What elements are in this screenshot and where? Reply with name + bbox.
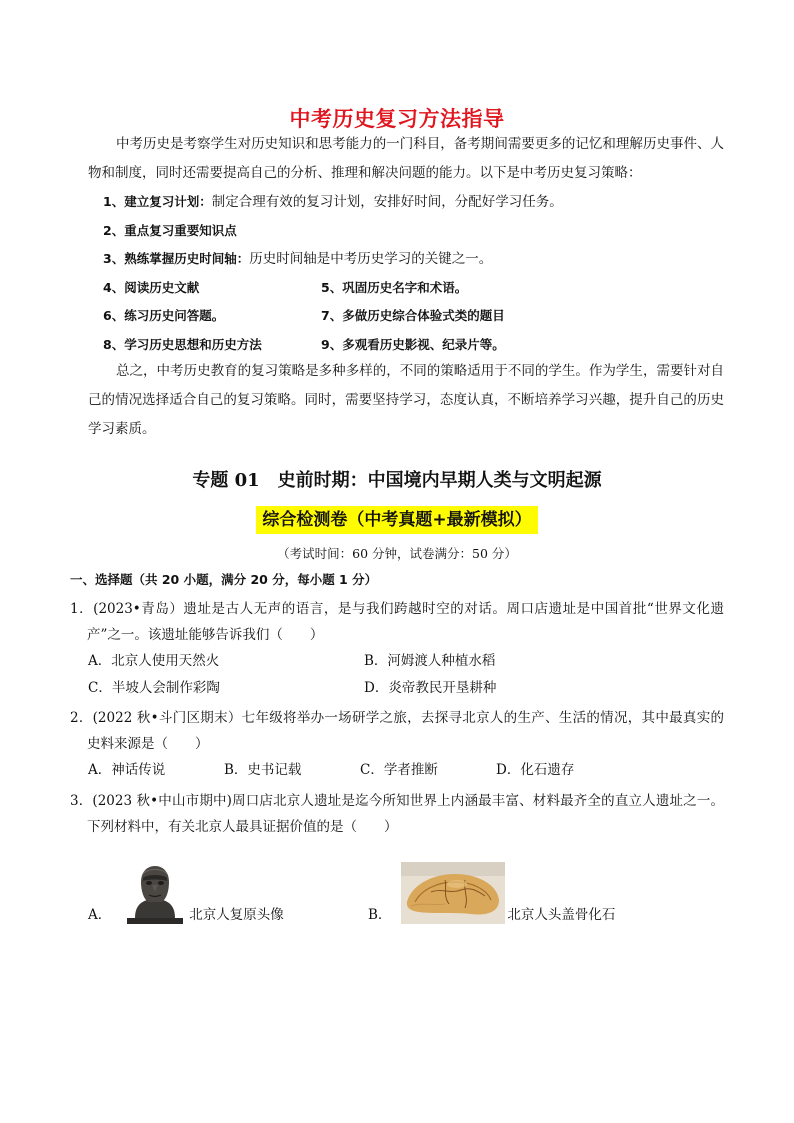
intro-paragraph: 中考历史是考察学生对历史知识和思考能力的一门科目，备考期间需要更多的记忆和理解历史事件、人物和制度，同时还需要提高自己的分析、推理和解决问题的能力。以下是中考历史复习策略： bbox=[88, 136, 724, 181]
strategy-row-6 bbox=[103, 331, 723, 360]
strategy-item-5: 5、巩固历史名字和术语。 bbox=[321, 279, 468, 295]
exam-info: （考试时间：60 分钟，试卷满分：50 分） bbox=[277, 546, 517, 561]
subtitle-wrap bbox=[0, 506, 794, 534]
strategy-item-3-title: 3、熟练掌握历史时间轴： bbox=[103, 251, 250, 266]
question-1-option-c[interactable]: C．半坡人会制作彩陶 bbox=[88, 680, 220, 696]
strategy-row-2 bbox=[103, 217, 723, 246]
question-1-stem: 1．(2023•青岛）遗址是古人无声的语言，是与我们跨越时空的对话。周口店遗址是中国首批“世界文化遗产”之一。该遗址能够告诉我们（ ） bbox=[70, 601, 724, 643]
question-1-options bbox=[70, 648, 724, 702]
question-2-option-c[interactable]: C．学者推断 bbox=[360, 762, 438, 778]
page-title: 中考历史复习方法指导 bbox=[289, 107, 505, 131]
question-2-stem: 2．(2022 秋•斗门区期末）七年级将举办一场研学之旅，去探寻北京人的生产、生活的情况，其中最真实的史料来源是（ ） bbox=[70, 710, 724, 752]
strategy-item-6: 6、练习历史问答题。 bbox=[103, 308, 225, 323]
question-1 bbox=[70, 596, 724, 702]
strategy-item-8: 8、学习历史思想和历史方法 bbox=[103, 336, 262, 352]
question-2-option-d[interactable]: D．化石遗存 bbox=[496, 762, 575, 778]
strategy-item-3-desc: 历史时间轴是中考历史学习的关键之一。 bbox=[249, 251, 493, 267]
question-3-option-b-letter: B． bbox=[368, 907, 392, 923]
strategy-row-4 bbox=[103, 274, 723, 303]
strategy-list bbox=[103, 188, 723, 359]
strategy-row-5 bbox=[103, 302, 723, 331]
strategy-item-1 bbox=[103, 188, 723, 217]
strategy-item-2: 2、重点复习重要知识点 bbox=[103, 222, 237, 238]
question-3-stem: 3．(2023 秋•中山市期中)周口店北京人遗址是迄今所知世界上内涵最丰富、材料最齐全的直立人遗址之一。下列材料中，有关北京人最具证据价值的是（ ） bbox=[70, 793, 724, 835]
question-1-option-a[interactable]: A．北京人使用天然火 bbox=[88, 653, 220, 669]
skull-fossil-image bbox=[401, 862, 505, 924]
strategy-item-3 bbox=[103, 245, 723, 274]
question-3-option-a[interactable] bbox=[88, 856, 284, 924]
question-2 bbox=[70, 705, 724, 784]
question-3-option-a-label: 北京人复原头像 bbox=[189, 907, 284, 923]
strategy-row-3 bbox=[103, 245, 723, 274]
bust-sculpture-image bbox=[121, 862, 187, 924]
question-3-option-b-label: 北京人头盖骨化石 bbox=[507, 907, 616, 923]
strategy-item-4: 4、阅读历史文献 bbox=[103, 279, 200, 295]
question-1-option-d[interactable]: D．炎帝教民开垦耕种 bbox=[364, 680, 497, 696]
question-3 bbox=[70, 788, 724, 840]
strategy-row-1 bbox=[103, 188, 723, 217]
topic-title: 专题 01 史前时期：中国境内早期人类与文明起源 bbox=[192, 470, 602, 491]
strategy-item-7: 7、多做历史综合体验式类的题目 bbox=[321, 308, 505, 323]
strategy-item-1-desc: 制定合理有效的复习计划，安排好时间，分配好学习任务。 bbox=[211, 194, 563, 210]
question-3-option-b[interactable] bbox=[368, 856, 615, 924]
strategy-item-9: 9、多观看历史影视、纪录片等。 bbox=[321, 336, 505, 352]
question-3-option-a-letter: A． bbox=[88, 907, 112, 923]
summary-paragraph: 总之，中考历史教育的复习策略是多种多样的，不同的策略适用于不同的学生。作为学生，需要针对自己的情况选择适合自己的复习策略。同时，需要坚持学习，态度认真，不断培养学习兴趣，提升自己的历史学习素质。 bbox=[88, 363, 724, 437]
question-2-option-b[interactable]: B．史书记载 bbox=[224, 762, 302, 778]
strategy-item-1-title: 1、建立复习计划： bbox=[103, 194, 212, 209]
question-2-options bbox=[70, 757, 724, 784]
question-1-option-b[interactable]: B．河姆渡人种植水稻 bbox=[364, 653, 496, 669]
exam-subtitle: 综合检测卷（中考真题+最新模拟） bbox=[256, 506, 537, 534]
section-heading: 一、选择题（共 20 小题，满分 20 分，每小题 1 分） bbox=[70, 572, 378, 587]
question-2-option-a[interactable]: A．神话传说 bbox=[88, 762, 166, 778]
